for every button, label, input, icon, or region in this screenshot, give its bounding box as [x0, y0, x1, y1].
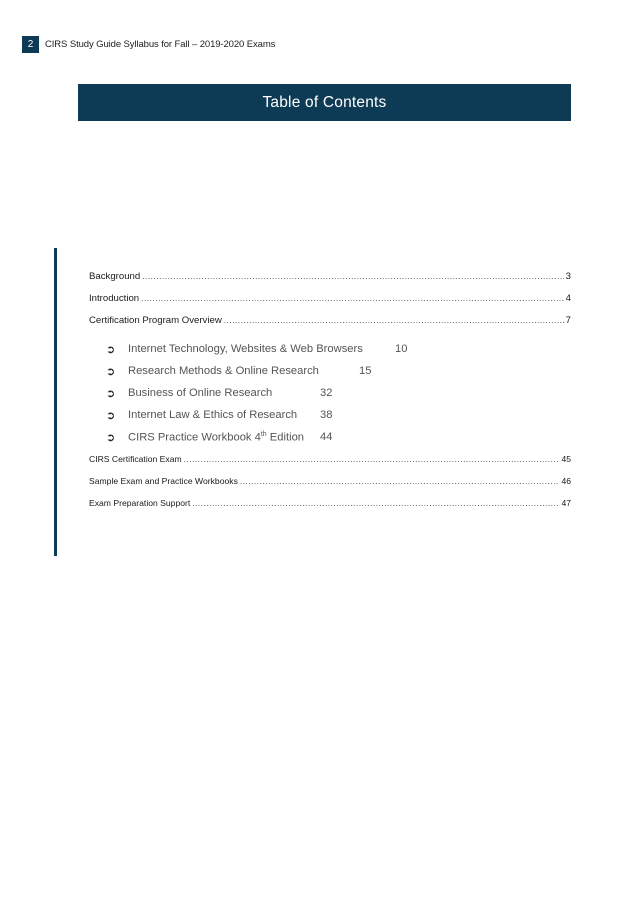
arrow-bullet-icon: ➲ — [106, 409, 116, 422]
toc-entry-page: 47 — [561, 498, 571, 508]
toc-entry-page: 7 — [565, 315, 571, 326]
arrow-bullet-icon: ➲ — [106, 387, 116, 400]
toc-entry-exam-preparation[interactable] — [89, 498, 571, 520]
toc-entry-sample-exam[interactable] — [89, 476, 571, 498]
side-accent-bar — [54, 248, 57, 556]
toc-entry-page: 45 — [561, 454, 571, 464]
toc-sub-page: 32 — [320, 387, 333, 399]
toc-entry-label: Introduction — [89, 293, 140, 304]
dot-leader — [184, 455, 560, 464]
toc-entry-label: Background — [89, 271, 141, 282]
toc-sub-label: Business of Online Research — [128, 387, 273, 399]
toc-banner — [78, 84, 571, 121]
toc-entry-introduction[interactable] — [89, 293, 571, 315]
arrow-bullet-icon: ➲ — [106, 343, 116, 356]
page-number: 2 — [22, 36, 39, 53]
page-header — [22, 36, 275, 53]
toc-entry-label: Exam Preparation Support — [89, 498, 191, 508]
toc-entry-page: 4 — [565, 293, 571, 304]
toc-entry-certification-exam[interactable] — [89, 454, 571, 476]
toc-sub-label: Internet Technology, Websites & Web Browsers — [128, 343, 363, 355]
arrow-bullet-icon: ➲ — [106, 431, 116, 444]
toc-entry-label: CIRS Certification Exam — [89, 454, 182, 464]
dot-leader — [240, 477, 560, 486]
toc-sub-label: Internet Law & Ethics of Research — [128, 409, 298, 421]
dot-leader — [141, 294, 564, 303]
toc-entry-background[interactable] — [89, 271, 571, 293]
toc-sub-label: CIRS Practice Workbook 4th Edition — [128, 430, 305, 444]
toc-sub-label: Research Methods & Online Research — [128, 365, 319, 377]
toc-sub-item-research-methods[interactable] — [106, 360, 571, 382]
toc-entry-label: Certification Program Overview — [89, 315, 222, 326]
dot-leader — [142, 272, 563, 281]
toc-sub-list — [106, 338, 571, 448]
toc-sub-page: 10 — [395, 343, 408, 355]
toc-entry-page: 46 — [561, 476, 571, 486]
toc-entry-page: 3 — [565, 271, 571, 282]
toc-sub-page: 44 — [320, 431, 333, 443]
toc-sub-page: 15 — [359, 365, 372, 377]
toc-title: Table of Contents — [262, 93, 387, 111]
toc-sub-item-internet-law[interactable] — [106, 404, 571, 426]
toc-sub-item-business-research[interactable] — [106, 382, 571, 404]
header-title: CIRS Study Guide Syllabus for Fall – 2019-2020 Exams — [45, 39, 276, 50]
dot-leader — [224, 316, 564, 325]
toc-entry-label: Sample Exam and Practice Workbooks — [89, 476, 238, 486]
arrow-bullet-icon: ➲ — [106, 365, 116, 378]
toc-sub-page: 38 — [320, 409, 333, 421]
toc-entry-certification-overview[interactable] — [89, 315, 571, 337]
table-of-contents — [89, 271, 571, 520]
toc-sub-item-internet-technology[interactable] — [106, 338, 571, 360]
toc-sub-item-practice-workbook[interactable] — [106, 426, 571, 448]
dot-leader — [192, 499, 559, 508]
